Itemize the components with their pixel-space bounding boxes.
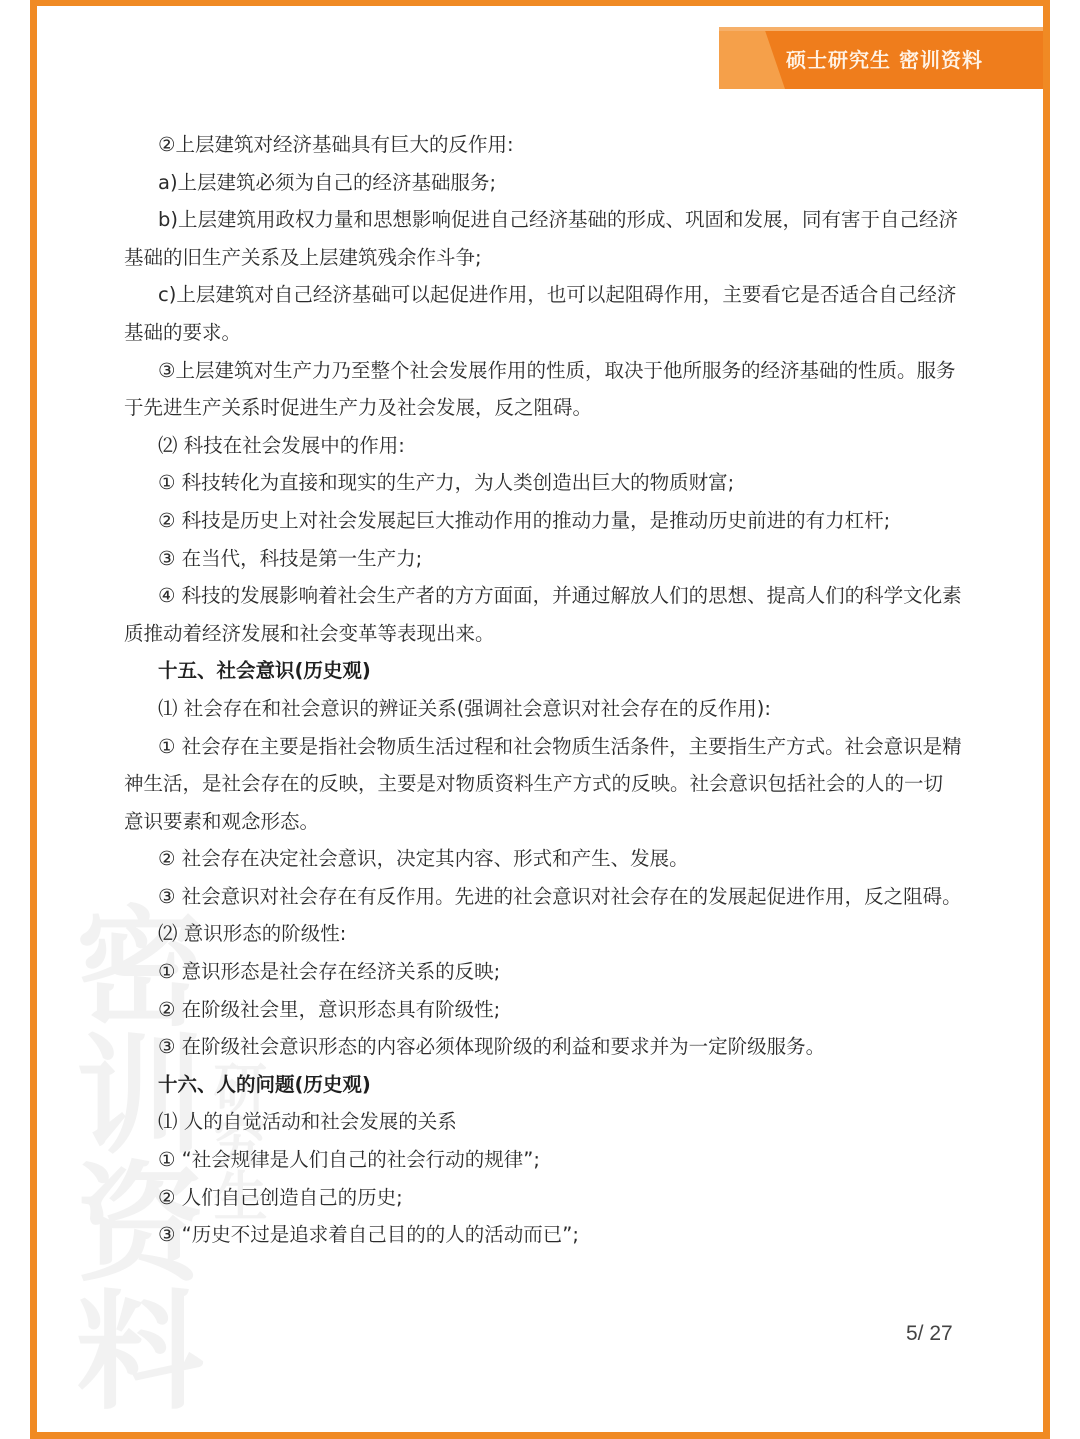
paragraph: ① 科技转化为直接和现实的生产力，为人类创造出巨大的物质财富; (158, 471, 735, 495)
paragraph: ② 社会存在决定社会意识，决定其内容、形式和产生、发展。 (158, 847, 689, 871)
paragraph: ⑴ 人的自觉活动和社会发展的关系 (158, 1110, 457, 1134)
paragraph: ② 人们自己创造自己的历史; (158, 1185, 403, 1209)
header-banner (719, 27, 1043, 89)
paragraph: ① 意识形态是社会存在经济关系的反映; (158, 960, 501, 984)
paragraph: ③ “历史不过是追求着自己目的的人的活动而已”; (158, 1223, 579, 1247)
paragraph: ④ 科技的发展影响着社会生产者的方方面面，并通过解放人们的思想、提高人们的科学文化素质推动着经济发展和社会变革等表现出来。 (124, 584, 962, 645)
paragraph: ② 在阶级社会里，意识形态具有阶级性; (158, 997, 501, 1021)
paragraph: ③ 在阶级社会意识形态的内容必须体现阶级的利益和要求并为一定阶级服务。 (158, 1035, 826, 1059)
paragraph: ① 社会存在主要是指社会物质生活过程和社会物质生活条件，主要指生产方式。社会意识是精神生活，是社会存在的反映，主要是对物质资料生产方式的反映。社会意识包括社会的人的一切意识要素和观念形态。 (124, 734, 962, 833)
section-heading: 十五、社会意识(历史观) (158, 659, 371, 683)
paragraph: c)上层建筑对自己经济基础可以起促进作用，也可以起阻碍作用，主要看它是否适合自己经济基础的要求。 (124, 283, 957, 344)
paragraph: b)上层建筑用政权力量和思想影响促进自己经济基础的形成、巩固和发展，同有害于自己经济基础的旧生产关系及上层建筑残余作斗争; (124, 208, 958, 269)
paragraph: ③上层建筑对生产力乃至整个社会发展作用的性质，取决于他所服务的经济基础的性质。服务于先进生产关系时促进生产力及社会发展，反之阻碍。 (124, 358, 956, 420)
page-number: 5/ 27 (906, 1322, 953, 1345)
header-stripe (719, 31, 785, 89)
paragraph: ⑴ 社会存在和社会意识的辨证关系(强调社会意识对社会存在的反作用): (158, 696, 771, 720)
paragraph: a)上层建筑必须为自己的经济基础服务; (158, 170, 497, 194)
paragraph: ③ 社会意识对社会存在有反作用。先进的社会意识对社会存在的发展起促进作用，反之阻碍。 (158, 884, 962, 908)
document-body (124, 126, 962, 1254)
paragraph: ③ 在当代，科技是第一生产力; (158, 546, 423, 570)
paragraph: ① “社会规律是人们自己的社会行动的规律”; (158, 1148, 540, 1172)
paragraph: ⑵ 科技在社会发展中的作用: (158, 433, 405, 457)
header-title: 硕士研究生 密训资料 (786, 48, 983, 72)
paragraph: ②上层建筑对经济基础具有巨大的反作用: (158, 133, 514, 156)
section-heading: 十六、人的问题(历史观) (158, 1072, 371, 1096)
paragraph: ② 科技是历史上对社会发展起巨大推动作用的推动力量，是推动历史前进的有力杠杆; (158, 508, 891, 532)
paragraph: ⑵ 意识形态的阶级性: (158, 922, 347, 946)
